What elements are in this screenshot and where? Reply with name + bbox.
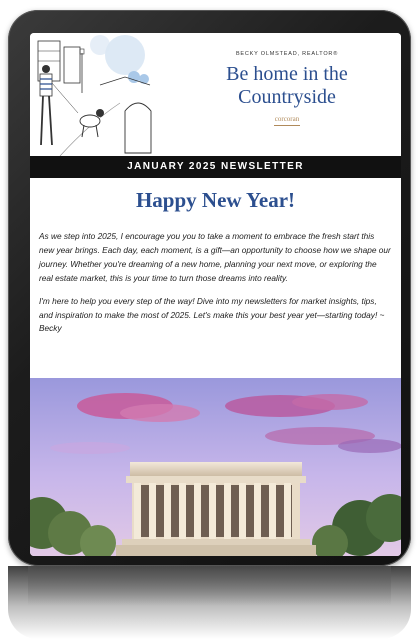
brand-title [180,63,394,109]
newsletter-banner: JANUARY 2025 NEWSLETTER [30,156,401,178]
newsletter-header [30,33,401,156]
logo-underline [274,125,300,126]
newsletter-screen[interactable] [30,33,401,556]
lincoln-memorial-photo [30,378,401,556]
tablet-reflection [8,566,411,639]
closing-paragraph: I'm here to help you every step of the way! Dive into my newsletters for market insights, tips, and inspiration to make the most of 2025. Let's make this your best year yet—starting today! ~ Becky [39,295,385,334]
tablet-frame [8,10,411,566]
header-text [180,51,394,126]
brand-title-line1: Be home in the [226,63,348,85]
brand-title-line2: Countryside [238,86,336,108]
intro-paragraph: As we step into 2025, I encourage you you to take a moment to embrace the fresh start this new year brings. Each day, each moment, is a gift—an opportunity to choose how we shape our journey. Whether you're dreaming of a new home, planning your next move, or exploring the real estate market, this is your time to turn those dreams into reality. [39,231,391,283]
realtor-name: BECKY OLMSTEAD, REALTOR® [235,51,339,57]
greeting-heading: Happy New Year! [135,188,296,212]
brokerage-logo: corcoran [274,115,300,123]
countryside-illustration [30,33,160,156]
screen-reflection [28,566,391,606]
